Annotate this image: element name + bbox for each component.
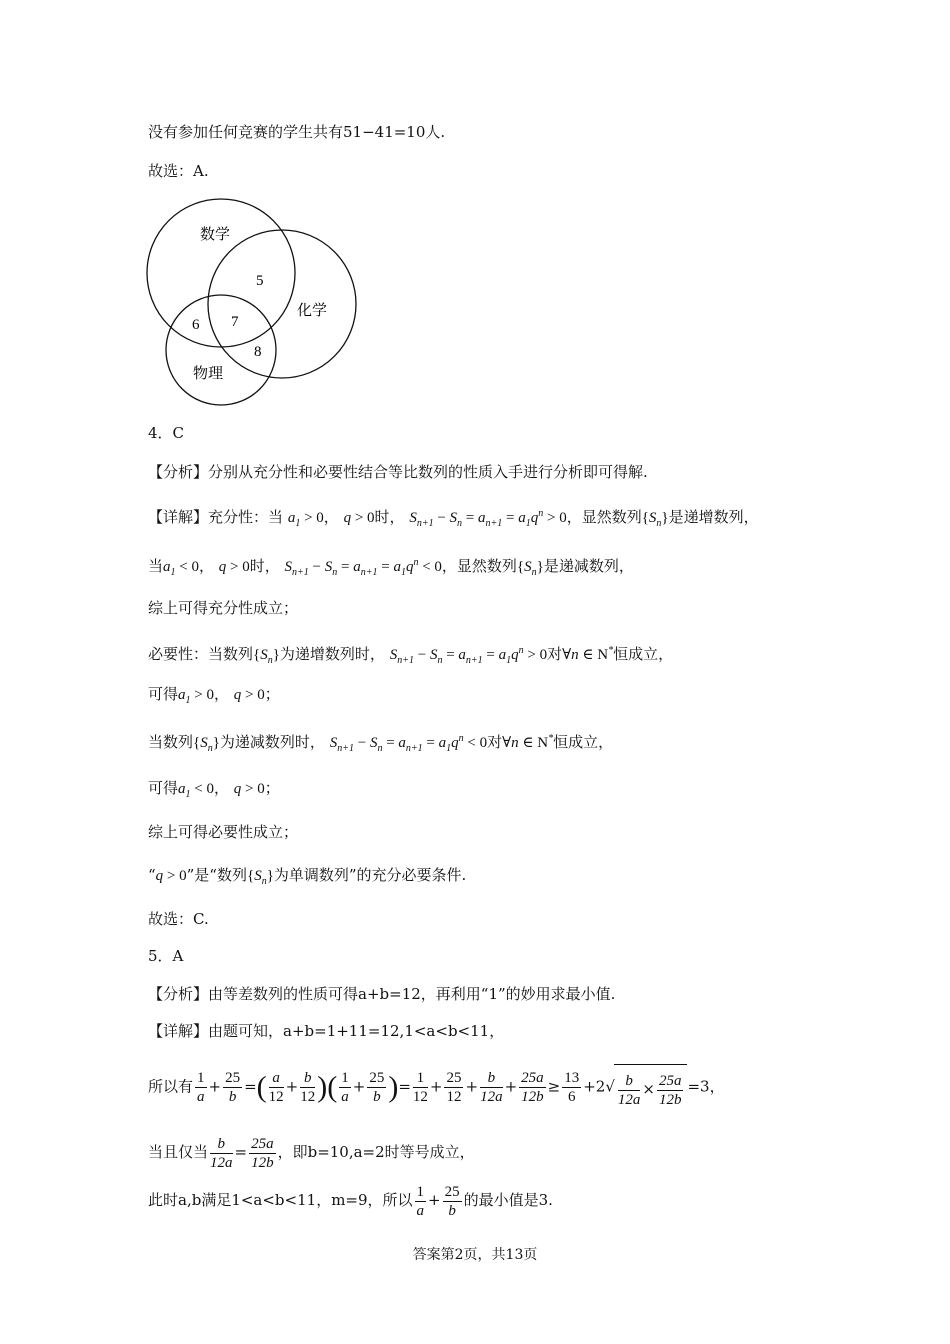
text-line: 故选：A. [148, 162, 209, 180]
venn-num-6: 6 [192, 317, 200, 333]
detail-line: 必要性：当数列$\{S_n\}$为递增数列时， $S_{n+1} - S_n = a_{n+1} = a_1q^n > 0$对∀n ∈ N*恒成立， [148, 645, 674, 666]
text-line: 没有参加任何竞赛的学生共有51−41=10人. [148, 123, 446, 141]
analysis-line [148, 983, 615, 1005]
detail-line: 当数列$\{S_n\}$为递减数列时， $S_{n+1} - S_n = a_{n+1} = a_1q^n < 0$对∀n ∈ N*恒成立， [148, 733, 614, 754]
math-expr: $S_{n+1} - S_n = a_{n+1} = a_1q^n < 0$ [284, 557, 442, 578]
analysis-text: 分别从充分性和必要性结合等比数列的性质入手进行分析即可得解. [208, 463, 648, 481]
math-expr: $S_{n+1} - S_n = a_{n+1} = a_1q^n > 0$ [409, 508, 567, 529]
analysis-tag: 【分析】 [148, 985, 209, 1003]
detail-line: “q > 0”是“数列$\{S_n\}$为单调数列”的充分必要条件. [148, 866, 467, 887]
formula-line: 此时a,b满足1<a<b<11，m=9，所以 $\frac{1}{a}$ + $\frac{25}{b}$ 的最小值是3. [148, 1183, 553, 1219]
math-expr: $S_{n+1} - S_n = a_{n+1} = a_1q^n > 0$ [389, 645, 548, 666]
math-expr: ∀n ∈ N* [502, 733, 554, 751]
math-expr: $\{S_n\}$ [246, 868, 274, 887]
venn-label-math: 数学 [200, 225, 231, 243]
math-expr: ∀n ∈ N* [562, 645, 614, 663]
math-expr: q > 0 [233, 781, 265, 797]
math-expr: $\{S_n\}$ [193, 735, 220, 754]
math-expr: $a_1 > 0$ [178, 687, 214, 706]
detail-line: 当$a_1 < 0$， q > 0时， $S_{n+1} - S_n = a_{n+1} = a_1q^n < 0$，显然数列$\{S_n\}$是递减数列， [148, 557, 634, 578]
venn-circle-math [147, 199, 295, 347]
math-expr: $a_1 < 0$ [178, 781, 214, 800]
math-expr: $\{S_n\}$ [253, 647, 280, 666]
venn-label-chem: 化学 [297, 301, 328, 319]
math-expr: $a_1 > 0$ [287, 510, 324, 529]
math-expr: $S_{n+1} - S_n = a_{n+1} = a_1q^n < 0$ [329, 733, 488, 754]
math-expr: q > 0 [343, 510, 375, 526]
formula-line: 所以有 $\frac{1}{a}$ + $\frac{25}{b}$ =( $\frac{a}{12}$ + $\frac{b}{12}$ )( $\frac{1}{a}$ + $\frac{25}{b}$ )= $\frac{1}{12}$ + $\frac{25}{12}$ + $\frac{b}{12a}$ + $\frac{25a}{12b}$ ≥ $\frac{13}{6}$ +2√ $\frac{b}{12a}$ × $\frac{25a}{12b}$ =3， [148, 1064, 725, 1111]
detail-line: 故选：C. [148, 910, 209, 928]
detail-tag: 【详解】 [148, 1022, 209, 1040]
detail-line: 综上可得必要性成立； [148, 823, 299, 841]
venn-num-8: 8 [254, 344, 262, 360]
detail-line: 可得$a_1 < 0$， q > 0； [148, 779, 280, 800]
detail-line: 【详解】由题可知，a+b=1+11=12,1<a<b<11， [148, 1022, 505, 1040]
page-footer: 答案第2页，共13页 [412, 1247, 538, 1263]
formula-line: 当且仅当 $\frac{b}{12a}$ = $\frac{25a}{12b}$ ，即b=10,a=2时等号成立， [148, 1135, 475, 1171]
venn-label-phys: 物理 [193, 364, 224, 382]
detail-line: 综上可得充分性成立； [148, 599, 299, 617]
venn-num-7: 7 [231, 314, 239, 330]
detail-line: 【详解】充分性：当 $a_1 > 0$， q > 0时， $S_{n+1} - S_n = a_{n+1} = a_1q^n > 0$，显然数列$\{S_n\}$是递增数列， [148, 508, 759, 529]
question-number: 4．C [148, 424, 185, 442]
venn-num-5: 5 [256, 273, 264, 289]
math-expr: $\{S_n\}$ [516, 559, 544, 578]
math-expr: q > 0 [155, 868, 187, 884]
question-number: 5．A [148, 947, 184, 965]
analysis-line [148, 461, 648, 483]
venn-circle-chem [208, 230, 356, 378]
math-expr: $a_1 < 0$ [163, 559, 199, 578]
detail-tag: 【详解】 [148, 508, 209, 526]
analysis-tag: 【分析】 [148, 463, 209, 481]
detail-line: 可得$a_1 > 0$， q > 0； [148, 685, 280, 706]
math-expr: $\{S_n\}$ [641, 510, 669, 529]
math-expr: q > 0 [233, 687, 265, 703]
venn-diagram [140, 192, 360, 412]
math-expr: q > 0 [218, 559, 250, 575]
analysis-text: 由等差数列的性质可得a+b=12，再利用“1”的妙用求最小值. [208, 985, 616, 1003]
